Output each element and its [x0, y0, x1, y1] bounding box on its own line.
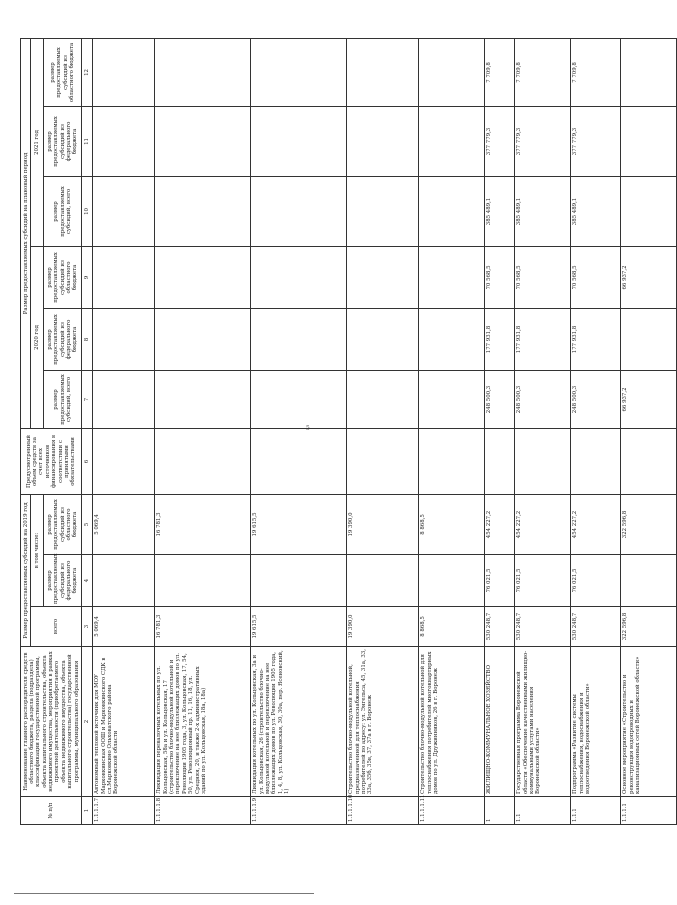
value-cell [418, 176, 484, 246]
value-cell [346, 555, 418, 607]
value-cell [418, 246, 484, 308]
value-cell: 530 248,7 [484, 607, 514, 647]
value-cell [620, 428, 676, 494]
row-number-cell: 1.1.1.1.8 [154, 797, 250, 825]
value-cell: 530 248,7 [514, 607, 570, 647]
column-number: 4 [82, 555, 92, 607]
table-row [346, 38, 418, 824]
total-2020-header: размер предоставляемых субсидий, всего [44, 370, 82, 428]
value-cell [92, 176, 154, 246]
value-cell: 454 227,2 [514, 494, 570, 554]
value-cell: 70 568,5 [484, 246, 514, 308]
value-cell [346, 176, 418, 246]
value-cell [250, 308, 346, 370]
row-number-cell: 1.1.1.1 [620, 797, 676, 825]
value-cell [154, 246, 250, 308]
column-number: 6 [82, 428, 92, 494]
row-number-cell: 1.1.1.1.10 [346, 797, 418, 825]
value-cell [92, 106, 154, 176]
value-cell: 177 931,8 [514, 308, 570, 370]
table-row [570, 38, 620, 824]
value-cell [418, 370, 484, 428]
column-number: 7 [82, 370, 92, 428]
column-number: 8 [82, 308, 92, 370]
table-body [92, 38, 676, 824]
fed-2020-header: размер предоставляемых субсидий из федерального бюджета [44, 308, 82, 370]
table-row [514, 38, 570, 824]
value-cell: 385 489,1 [484, 176, 514, 246]
value-cell [250, 370, 346, 428]
total-2019-header: всего [31, 607, 82, 647]
value-cell: 377 779,3 [570, 106, 620, 176]
value-cell: 177 931,8 [484, 308, 514, 370]
value-cell: 7 709,8 [570, 38, 620, 106]
row-name-cell: Автономный тепловой источник для МОУ Марковкинская ООШ и Марковкинского СДК в сл.Марковкино Ольховатского района Воронежской области [92, 647, 154, 797]
value-cell [620, 38, 676, 106]
value-cell [418, 106, 484, 176]
col-number-header: № п/п [21, 797, 82, 825]
column-number: 11 [82, 106, 92, 176]
column-number: 12 [82, 38, 92, 106]
column-number: 3 [82, 607, 92, 647]
value-cell [92, 428, 154, 494]
row-number-cell: 1.1 [514, 797, 570, 825]
value-cell [346, 370, 418, 428]
value-cell [484, 428, 514, 494]
value-cell [154, 555, 250, 607]
value-cell: 5 069,4 [92, 494, 154, 554]
table-row [418, 38, 484, 824]
subsidy-table [20, 38, 677, 825]
table-row [154, 38, 250, 824]
value-cell [418, 308, 484, 370]
page-number: 5 [306, 425, 310, 432]
value-cell: 7 709,8 [514, 38, 570, 106]
value-cell: 19 390,0 [346, 607, 418, 647]
column-number: 10 [82, 176, 92, 246]
value-cell [92, 555, 154, 607]
column-number: 1 [82, 797, 92, 825]
row-name-cell: Основное мероприятие «Строительство и реконструкция водопроводных и канализационных сетей Воронежской области» [620, 647, 676, 797]
value-cell [92, 370, 154, 428]
column-number: 9 [82, 246, 92, 308]
value-cell [346, 308, 418, 370]
column-number: 5 [82, 494, 92, 554]
value-cell [92, 308, 154, 370]
value-cell: 66 937,2 [620, 246, 676, 308]
value-cell [154, 428, 250, 494]
financing-header: Предусмотренный объем средств за счет всех источников финансирования в соответствии с принятыми обязательствами [21, 428, 82, 494]
table-row [484, 38, 514, 824]
value-cell: 248 500,3 [484, 370, 514, 428]
value-cell: 377 779,3 [484, 106, 514, 176]
value-cell: 377 779,3 [514, 106, 570, 176]
table-row [92, 38, 154, 824]
value-cell [418, 555, 484, 607]
value-cell: 8 868,5 [418, 607, 484, 647]
fed-2021-header: размер предоставляемых субсидий из федерального бюджета [44, 106, 82, 176]
table-row [620, 38, 676, 824]
value-cell: 70 568,5 [570, 246, 620, 308]
value-cell: 76 021,5 [514, 555, 570, 607]
value-cell [92, 246, 154, 308]
column-number: 2 [82, 647, 92, 797]
value-cell [620, 555, 676, 607]
value-cell: 76 021,5 [570, 555, 620, 607]
row-name-cell: Ликвидация котельных по ул. Кольцовская, 3а и ул. Кольцовская, 26 (строительство блочно-модульной котельной и переключение на нее близлежащих домов по ул. Революции 1905 года, 1, 4, 8, ул. Кольцовская, 30, 30а, пер. Ясеновский, 1) [250, 647, 346, 797]
row-name-cell: Государственная программа Воронежской области «Обеспечение качественными жилищно-коммунальными услугами населения Воронежской области» [514, 647, 570, 797]
planned-period-header: Размер предоставляемых субсидий на плановый период [21, 38, 31, 428]
year-2021-header: 2021 год [31, 38, 44, 246]
value-cell [154, 176, 250, 246]
value-cell [346, 38, 418, 106]
value-cell [250, 428, 346, 494]
fed-2019-header: размер предоставляемых субсидий из федерального бюджета [44, 555, 82, 607]
value-cell [514, 428, 570, 494]
incl-header: в том числе: [31, 494, 44, 606]
value-cell [250, 38, 346, 106]
value-cell: 19 390,0 [346, 494, 418, 554]
value-cell [154, 370, 250, 428]
value-cell: 322 596,8 [620, 494, 676, 554]
reg-2020-header: размер предоставляемых субсидий из областного бюджета [44, 246, 82, 308]
value-cell [418, 428, 484, 494]
table-row [250, 38, 346, 824]
value-cell: 16 781,3 [154, 494, 250, 554]
value-cell: 248 500,3 [570, 370, 620, 428]
col-name-header: Наименование главного распорядителя средств областного бюджета, раздела (подраздела) классификации государственной программы, объекта капитального строительства, объекта недвижимого имущества, мероприятия в рамках проектной деятельности (приобретаемого объекта недвижимого имущества, объекта капитального строительства) государственной программы, муниципального образования [21, 647, 82, 797]
value-cell: 5 069,4 [92, 607, 154, 647]
total-2021-header: размер предоставляемых субсидий, всего [44, 176, 82, 246]
group-2019-header: Размер предоставляемых субсидий на 2019 год [21, 494, 31, 646]
reg-2019-header: размер предоставляемых субсидий из областного бюджета [44, 494, 82, 554]
row-name-cell: Ликвидация перевалочных котельных по ул. Кольцовская, 58а и ул. Кольцовская, 17 (строительство блочно-модульной котельной и переключение на нее близлежащих домов по ул. Революции 1905 года, 3, ул. Кольцовская, 17, 54, 50, ул. Революционный пр. 11, 16, 18, ул. Средняя, 20, и также 2-х административных зданий по ул. Кольцовская, 18а, 18а) [154, 647, 250, 797]
value-cell [620, 308, 676, 370]
value-cell: 454 227,2 [570, 494, 620, 554]
value-cell [620, 106, 676, 176]
value-cell: 8 868,5 [418, 494, 484, 554]
value-cell [92, 38, 154, 106]
row-number-cell: 1.1.1 [570, 797, 620, 825]
row-name-cell: ЖИЛИЩНО-КОММУНАЛЬНОЕ ХОЗЯЙСТВО [484, 647, 514, 797]
value-cell [346, 428, 418, 494]
value-cell: 385 489,1 [570, 176, 620, 246]
value-cell: 322 596,8 [620, 607, 676, 647]
value-cell [346, 106, 418, 176]
rotated-table-container [20, 25, 641, 825]
row-number-cell: 1 [484, 797, 514, 825]
row-number-cell: 1.1.1.1.9 [250, 797, 346, 825]
table-header [21, 38, 93, 824]
value-cell [154, 308, 250, 370]
value-cell [250, 176, 346, 246]
row-name-cell: Строительство блочно-модульной котельной, предназначенной для теплоснабжения потребителей по адресу: ул. Энгельса, 45, 31а, 33, 33а, 35б, 35в, 37, 37а в г. Воронеж [346, 647, 418, 797]
row-name-cell: Подпрограмма «Развитие системы теплоснабжения, водоснабжения и водоотведения Воронежской области» [570, 647, 620, 797]
value-cell [154, 38, 250, 106]
row-number-cell: 1.1.1.1.11 [418, 797, 484, 825]
reg-2021-header: размер предоставляемых субсидий из областного бюджета [44, 38, 82, 106]
row-number-cell: 1.1.1.1.7 [92, 797, 154, 825]
value-cell: 76 021,5 [484, 555, 514, 607]
column-number-row [82, 38, 92, 824]
value-cell [154, 106, 250, 176]
value-cell: 248 500,3 [514, 370, 570, 428]
value-cell [620, 176, 676, 246]
value-cell [418, 38, 484, 106]
value-cell: 177 931,8 [570, 308, 620, 370]
value-cell [346, 246, 418, 308]
value-cell [250, 106, 346, 176]
value-cell [250, 555, 346, 607]
value-cell [570, 428, 620, 494]
bottom-rule [14, 893, 314, 894]
value-cell [250, 246, 346, 308]
value-cell: 19 615,5 [250, 494, 346, 554]
row-name-cell: Строительство блочно-модульной котельной для теплоснабжения потребителей многоквартирных домов по ул. Дружинников, 26 в г. Воронеж [418, 647, 484, 797]
value-cell: 19 615,5 [250, 607, 346, 647]
value-cell: 385 489,1 [514, 176, 570, 246]
value-cell: 7 709,8 [484, 38, 514, 106]
value-cell: 16 781,3 [154, 607, 250, 647]
value-cell: 70 568,5 [514, 246, 570, 308]
year-2020-header: 2020 год [31, 246, 44, 428]
value-cell: 454 227,2 [484, 494, 514, 554]
value-cell: 530 248,7 [570, 607, 620, 647]
value-cell: 66 937,2 [620, 370, 676, 428]
